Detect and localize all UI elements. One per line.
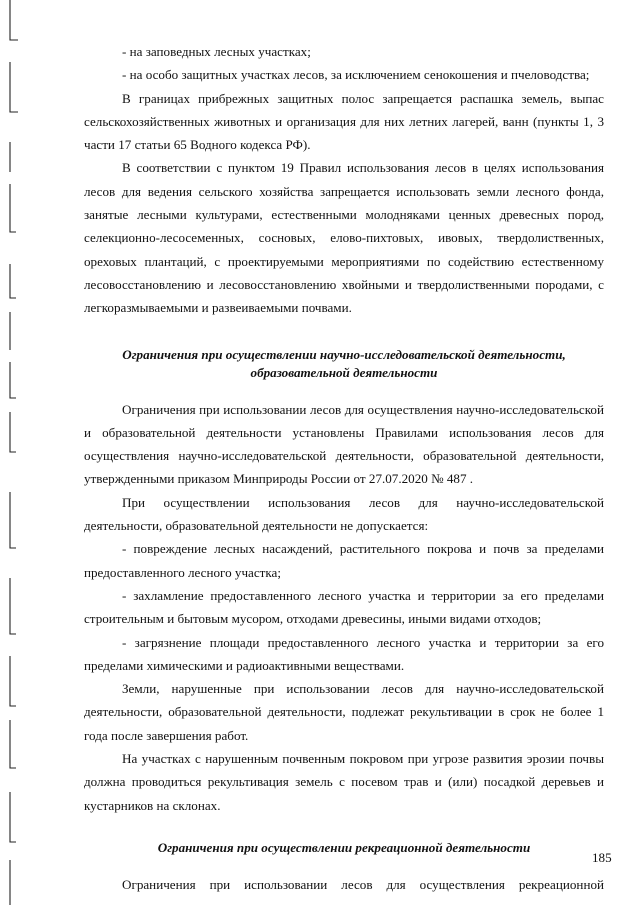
bullet-reserved-plots: - на заповедных лесных участках; — [122, 44, 311, 59]
bullet-pollution: - загрязнение площади предоставленного лесного участка и территории за его пределами химическими и радиоактивными веществами. — [84, 634, 604, 673]
bullet-littering: - захламление предоставленного лесного участка и территории за его пределами строительным и бытовым мусором, отходами древесины, иными видами отходов; — [84, 587, 604, 627]
paragraph-recultivation: Земли, нарушенные при использовании лесов для научно-исследовательской деятельности, образовательной деятельности, подлежат рекультивации в срок не более 1 года после завершения работ. — [84, 681, 604, 743]
section-heading-science-line2: образовательной деятельности — [250, 364, 438, 380]
binding-marks — [0, 0, 40, 905]
document-body — [84, 40, 604, 896]
section-heading-science — [84, 346, 604, 382]
page-number: 185 — [592, 850, 612, 865]
bullet-damage: - повреждение лесных насаждений, растительного покрова и почв за пределами предоставленного лесного участка; — [84, 541, 604, 580]
paragraph-rule-19: В соответствии с пунктом 19 Правил использования лесов в целях использования лесов для ведения сельского хозяйства запрещается использовать земли лесного фонда, занятые лесными культурами, естественными молодняками ценных древесных пород, селекционно-лесосеменных, сосновых, елово-пихтовых, ивовых, твердолиственных, ореховых плантаций, с проектируемыми мероприятиями по содействию естественному лесовосстановлению и лесовосстановлению хвойными и твердолиственными породами, с легкоразмываемыми и развеиваемыми почвами. — [84, 160, 604, 316]
section-heading-recreation-text: Ограничения при осуществлении рекреационной деятельности — [157, 839, 531, 855]
bullet-protected-plots: - на особо защитных участках лесов, за исключением сенокошения и пчеловодства; — [122, 67, 590, 83]
paragraph-science-rules: Ограничения при использовании лесов для осуществления научно-исследовательской и образовательной деятельности установлены Правилами использования лесов для осуществления научно-исследовательской деятельности, образовательной деятельности, утвержденными приказом Минприроды России от 27.07.2020 № 487 . — [84, 401, 604, 487]
paragraph-recreation-start: Ограничения при использовании лесов для осуществления рекреационной — [122, 876, 604, 892]
section-heading-science-line1: Ограничения при осуществлении научно-исследовательской деятельности, — [122, 346, 566, 362]
section-heading-recreation — [84, 839, 604, 857]
paragraph-not-allowed: При осуществлении использования лесов для научно-исследовательской деятельности, образовательной деятельности не допускается: — [84, 494, 604, 534]
paragraph-coastal-strips: В границах прибрежных защитных полос запрещается распашка земель, выпас сельскохозяйственных животных и организация для них летних лагерей, ванн (пункты 1, 3 части 17 статьи 65 Водного кодекса РФ). — [84, 90, 604, 153]
paragraph-erosion: На участках с нарушенным почвенным покровом при угрозе развития эрозии почвы должна проводиться рекультивация земель с посевом трав и (или) посадкой деревьев и кустарников на склонах. — [84, 751, 604, 813]
